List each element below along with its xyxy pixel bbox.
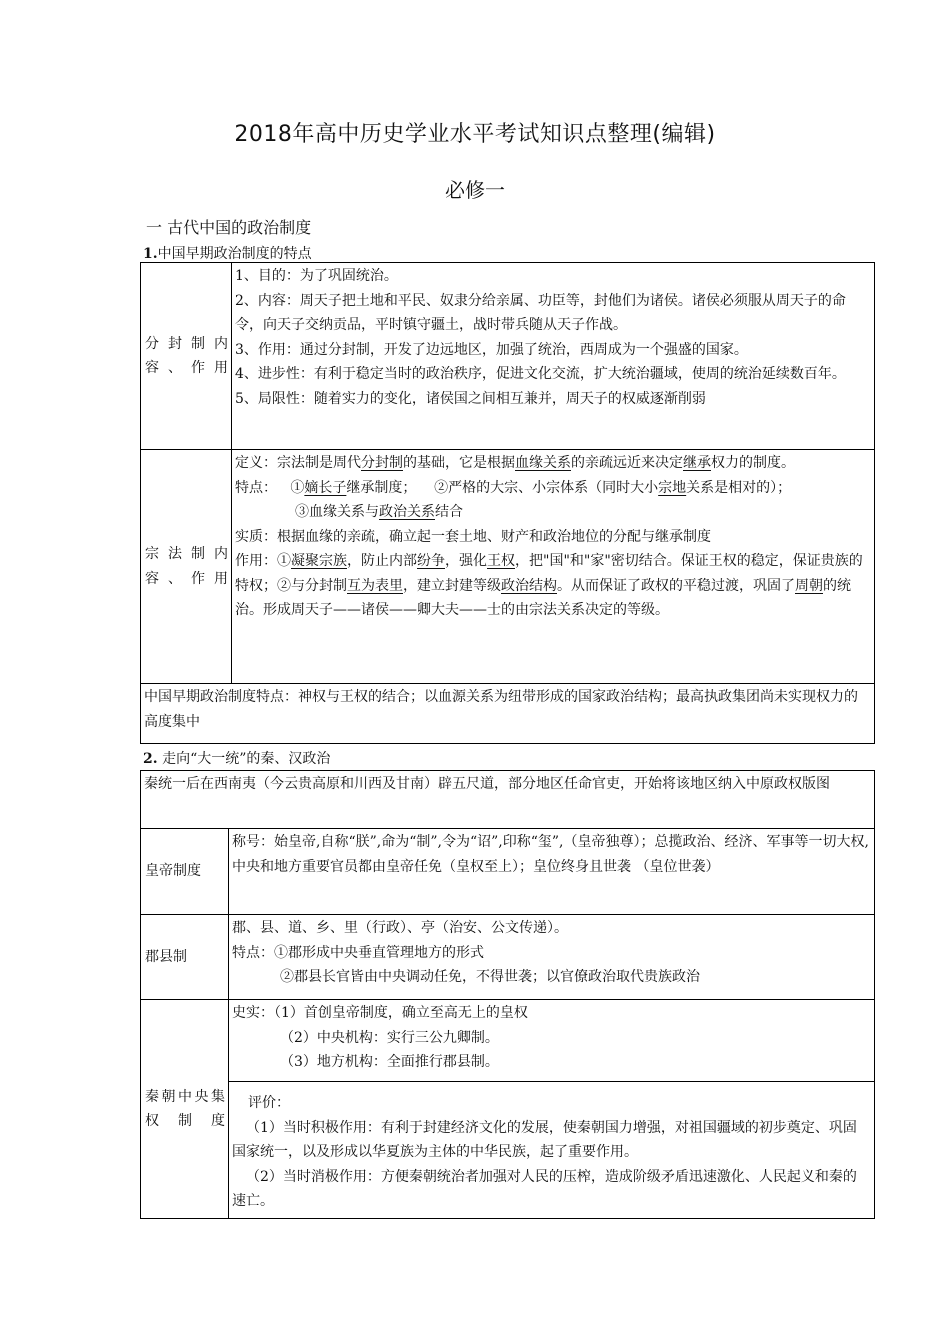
text-run: 。从而保证了政权的平稳过渡，巩固了 [557, 577, 795, 594]
fengjian-line: 3、作用：通过分封制，开发了边远地区，加强了统治，西周成为一个强盛的国家。 [235, 341, 748, 358]
early-politics-table [140, 262, 875, 744]
summary-row [141, 684, 875, 744]
zongfa-row [141, 450, 875, 684]
qin-central-label: 秦朝中央集权制度 [141, 1000, 229, 1219]
qin-eval-positive: （1）当时积极作用：有利于封建经济文化的发展，使秦朝国力增强，对祖国疆域的初步奠定、巩固国家统一，以及形成以华夏族为主体的中华民族，起了重要作用。 [232, 1119, 857, 1160]
qin-facts [229, 1000, 875, 1082]
qin-fact-line: （3）地方机构：全面推行郡县制。 [280, 1054, 499, 1070]
underlined-term: 互为表里 [347, 577, 403, 594]
qin-intro: 秦统一后在西南夷（今云贵高原和川西及甘南）辟五尺道，部分地区任命官吏，开始将该地区纳入中原政权版图 [141, 771, 875, 829]
fengjian-row [141, 263, 875, 450]
junxian-row [141, 915, 875, 1000]
text-run: 结合 [435, 504, 463, 520]
qin-eval-row [141, 1082, 875, 1219]
text-run: 继承制度； ②严格的大宗、小宗体系（同时大小 [346, 479, 659, 496]
qin-evaluation [229, 1082, 875, 1219]
text-run: 权力的制度。 [711, 455, 795, 471]
underlined-term: 凝聚宗族 [291, 553, 347, 569]
zongfa-label: 宗法制内容、作用 [141, 450, 232, 684]
zongfa-essence: 实质：根据血缘的亲疏，确立起一套土地、财产和政治地位的分配与继承制度 [235, 528, 711, 545]
fengjian-label: 分封制内容、作用 [141, 263, 232, 450]
part1-heading-text: 中国早期政治制度的特点 [157, 246, 312, 262]
fengjian-content [232, 263, 875, 450]
fengjian-line: 5、局限性：随着实力的变化，诸侯国之间相互兼并，周天子的权威逐渐削弱 [235, 390, 706, 407]
text-run: 的基础，它是根据 [403, 455, 515, 471]
text-run: 关系是相对的）； [686, 479, 792, 496]
underlined-term: 周朝 [795, 577, 823, 594]
underlined-term: 王权 [487, 553, 515, 569]
underlined-term: 政治结构 [501, 577, 557, 594]
underlined-term: 血缘关系 [515, 455, 571, 471]
text-run: ，把"国"和"家"密切结合。保证王权的稳定，保证贵族的特权；②与分封制 [235, 553, 863, 594]
junxian-line: ②郡县长官皆由中央调动任免，不得世袭；以官僚政治取代贵族政治 [280, 969, 700, 985]
junxian-label: 郡县制 [141, 915, 229, 1000]
text-run: ③血缘关系与 [295, 504, 379, 520]
emperor-row [141, 829, 875, 915]
text-run: ，建立封建等级 [403, 577, 501, 594]
zongfa-definition [235, 451, 870, 476]
page-subtitle: 必修一 [445, 178, 505, 202]
text-run: ，强化 [445, 553, 487, 569]
zongfa-content [232, 450, 875, 684]
text-run: 特点： ① [235, 479, 305, 496]
fengjian-line: 2、内容：周天子把土地和平民、奴隶分给亲属、功臣等，封他们为诸侯。诸侯必须服从周天子的命令，向天子交纳贡品，平时镇守疆土，战时带兵随从天子作战。 [235, 292, 846, 333]
emperor-content: 称号：始皇帝,自称“朕”,命为“制”,令为“诏”,印称“玺”,（皇帝独尊）；总揽政治、经济、军事等一切大权,中央和地方重要官员都由皇帝任免（皇权至上）；皇位终身且世袭 （皇位世袭） [229, 829, 875, 915]
qin-eval-negative: （2）当时消极作用：方便秦朝统治者加强对人民的压榨，造成阶级矛盾迅速激化、人民起义和秦的速亡。 [232, 1168, 857, 1209]
text-run: 的亲疏远近来决定 [571, 455, 683, 471]
fengjian-line: 1、目的：为了巩固统治。 [235, 268, 398, 284]
underlined-term: 政治关系 [379, 504, 435, 520]
qin-fact-line: （2）中央机构：实行三公九卿制。 [280, 1029, 499, 1046]
underlined-term: 嫡长子 [304, 479, 347, 496]
underlined-term: 继承 [683, 455, 711, 471]
zongfa-effect [235, 549, 870, 623]
text-run: 定义：宗法制是周代 [235, 455, 361, 471]
qin-facts-row [141, 1000, 875, 1082]
text-run: 的统治。形成周天子——诸侯——卿大夫——士的由宗法关系决定的等级。 [235, 577, 851, 618]
junxian-content [229, 915, 875, 1000]
emperor-label: 皇帝制度 [141, 829, 229, 915]
qin-eval-title: 评价： [248, 1095, 290, 1111]
underlined-term: 分封制 [361, 455, 403, 471]
qin-han-table [140, 770, 875, 1219]
qin-intro-row [141, 771, 875, 829]
text-run: 作用：① [235, 553, 291, 569]
page-title: 2018年高中历史学业水平考试知识点整理(编辑) [234, 122, 716, 147]
qin-fact-line: 史实：（1）首创皇帝制度，确立至高无上的皇权 [232, 1005, 528, 1021]
text-run: ，防止内部 [347, 553, 417, 569]
zongfa-features-cont [235, 500, 870, 525]
part2-heading-number: 2. [143, 751, 158, 767]
underlined-term: 宗地 [658, 479, 687, 496]
zongfa-features [235, 476, 870, 501]
part2-heading [143, 748, 330, 768]
junxian-line: 郡、县、道、乡、里（行政）、亭（治安、公文传递）。 [232, 920, 568, 936]
section-heading: 一 古代中国的政治制度 [146, 218, 312, 237]
part1-heading-number: 1. [143, 246, 158, 262]
fengjian-line: 4、进步性：有利于稳定当时的政治秩序，促进文化交流，扩大统治疆域，使周的统治延续数百年。 [235, 366, 846, 382]
part1-heading [143, 243, 312, 263]
part2-heading-text: 走向“大一统”的秦、汉政治 [157, 751, 331, 767]
junxian-line: 特点：①郡形成中央垂直管理地方的形式 [232, 944, 484, 961]
underlined-term: 纷争 [417, 553, 445, 569]
early-summary: 中国早期政治制度特点：神权与王权的结合；以血源关系为纽带形成的国家政治结构；最高执政集团尚未实现权力的高度集中 [141, 684, 875, 744]
